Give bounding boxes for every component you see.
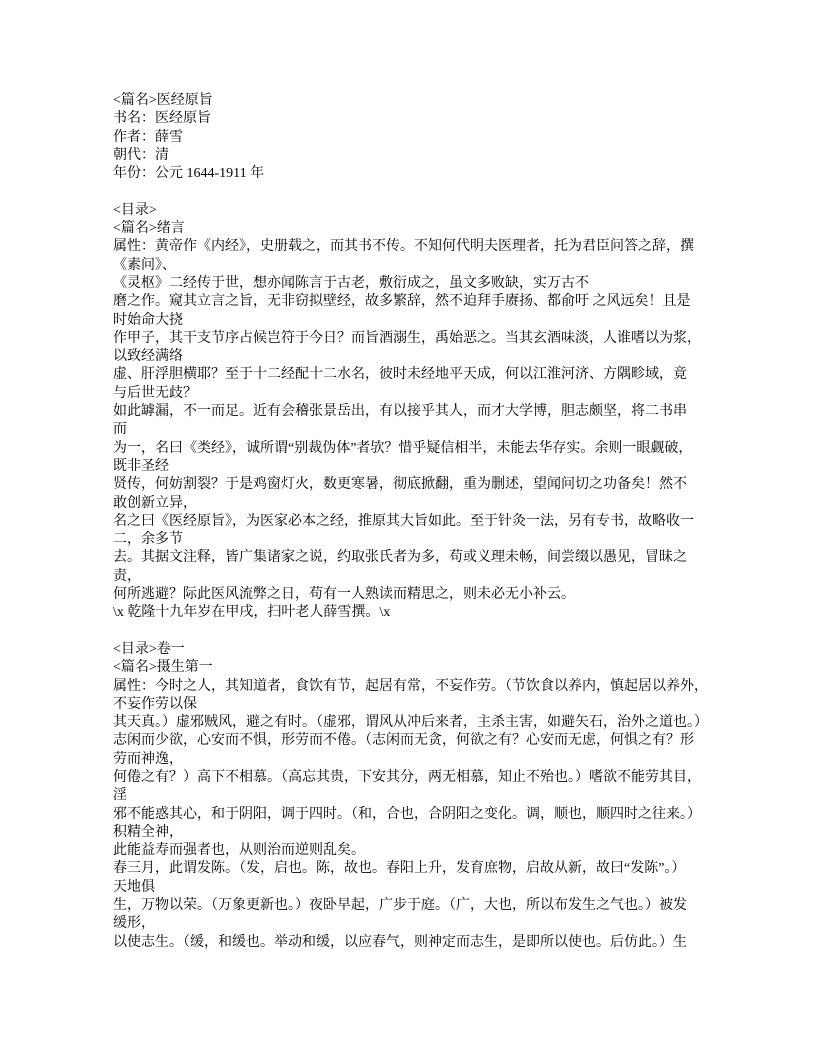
text-line: 虚、肝浮胆横耶？至于十二经配十二水名，彼时未经地平天成，何以江淮河济、方隅畛域，竟	[113, 367, 687, 383]
text-line: <篇名>医经原旨	[113, 93, 213, 108]
text-line: 贤传，何妨割裂？于是鸡窗灯火，数更寒暑，彻底掀翻，重为删述，望闻问切之功备矣！然不	[113, 477, 687, 493]
text-line: 以致经满络	[113, 349, 183, 365]
text-line: 此能益寿而强者也，从则治而逆则乱矣。	[113, 843, 365, 859]
text-line: 劳而神逸，	[113, 751, 183, 767]
text-line: 书名：医经原旨	[113, 111, 211, 127]
section-juan1-shesheng	[113, 641, 753, 952]
text-line: 何所逃避？际此医风流弊之日，苟有一人熟读而精思之，则未必无小补云。	[113, 587, 575, 603]
text-line: 磨之作。窥其立言之旨，无非窃拟壁经，故多繁辞，然不迫拜手赓扬、都俞吁 之风远矣！且是	[113, 294, 691, 310]
text-line: 朝代：清	[113, 147, 169, 163]
text-line: 《灵枢》二经传于世，想亦闻陈言于古老，敷衍成之，虽文多败缺，实万古不	[113, 275, 589, 291]
text-line: 天地俱	[113, 879, 155, 895]
text-line: 属性：黄帝作《内经》，史册载之，而其书不传。不知何代明夫医理者，托为君臣问答之辞，撰	[113, 239, 694, 255]
text-line: 与后世无歧？	[113, 385, 197, 401]
text-line: 年份：公元 1644-1911 年	[113, 166, 265, 182]
text-line: 淫	[113, 788, 127, 804]
text-line: 积精全神，	[113, 824, 183, 840]
text-line: 属性：今时之人，其知道者，食饮有节，起居有常，不妄作劳。（节饮食以养内，慎起居以养外，	[113, 678, 708, 694]
text-line: 《素问》、	[113, 257, 176, 273]
text-line: 如此罅漏，不一而足。近有会稽张景岳出，有以接乎其人，而才大学博，胆志颇坚，将二书串	[113, 404, 687, 420]
text-line: 作者：薛雪	[113, 129, 183, 145]
text-line: 而	[113, 422, 127, 438]
text-line: 生，万物以荣。（万象更新也。）夜卧早起，广步于庭。（广，大也，所以布发生之气也。）被发	[113, 898, 687, 914]
text-line: 去。其据文注释，皆广集诸家之说，约取张氏者为多，苟或义理未畅，间尝缀以愚见，冒昧之	[113, 550, 687, 566]
text-line: 敢创新立异，	[113, 495, 197, 511]
text-line: 为一，名曰《类经》，诚所谓“别裁伪体”者欤？惜乎疑信相半，未能去华存实。余则一眼觑破，	[113, 440, 693, 456]
text-line: 其天真。）虚邪贼风，避之有时。（虚邪，谓风从冲后来者，主杀主害，如避矢石，治外之道也。）	[113, 715, 708, 731]
text-line: 作甲子，其干支节序占候岂符于今日？而旨酒溺生，禹始恶之。当其玄酒味淡，人谁嗜以为浆，	[113, 330, 701, 346]
text-line: 缓形，	[113, 916, 155, 932]
text-line: 以使志生。（缓，和缓也。举动和缓，以应春气，则神定而志生，是即所以使也。后仿此。）生	[113, 934, 687, 950]
document-text	[113, 92, 753, 952]
text-line: 邪不能惑其心，和于阴阳，调于四时。（和，合也，合阴阳之变化。调，顺也，顺四时之往来。）	[113, 806, 701, 822]
text-line: 时始命大挠	[113, 312, 183, 328]
text-line: 不妄作劳以保	[113, 696, 197, 712]
text-line: 二，余多节	[113, 532, 183, 548]
section-preface-xuyan	[113, 202, 753, 623]
text-line: 责，	[113, 568, 141, 584]
section-book-metadata	[113, 92, 753, 183]
text-line: 志闲而少欲，心安而不惧，形劳而不倦。（志闲而无贪，何欲之有？心安而无虑，何惧之有？形	[113, 733, 694, 749]
text-line: 何倦之有？）高下不相慕。（高忘其贵，下安其分，两无相慕，知止不殆也。）嗜欲不能劳其目，	[113, 769, 701, 785]
text-line: <目录>	[113, 202, 157, 218]
text-line: <篇名>绪言	[113, 221, 185, 237]
text-line: <目录>卷一	[113, 641, 185, 657]
text-line: 名之曰《医经原旨》，为医家必本之经，推原其大旨如此。至于针灸一法，另有专书，故略收一	[113, 513, 694, 529]
text-line: 既非圣经	[113, 458, 169, 474]
text-line: <篇名>摄生第一	[113, 660, 213, 676]
text-line: \x 乾隆十九年岁在甲戌，扫叶老人薛雪撰。\x	[113, 605, 391, 621]
text-line: 春三月，此谓发陈。（发，启也。陈，故也。春阳上升，发育庶物，启故从新，故曰“发陈”。）	[113, 861, 686, 877]
